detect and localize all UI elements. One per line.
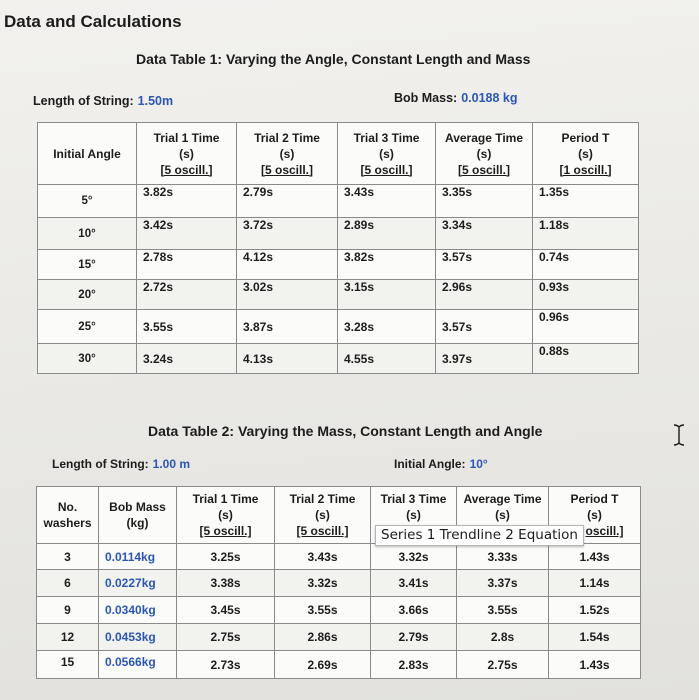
mass-cell: 0.0227kg [99, 570, 177, 597]
trial3-cell: 3.15s [338, 280, 436, 310]
period-cell: 0.74s [533, 250, 639, 280]
trial1-cell: 2.73s [177, 651, 275, 679]
angle-cell: 15° [38, 250, 137, 280]
table1-length [33, 94, 173, 108]
trial1-cell: 3.42s [137, 218, 237, 250]
table2-length-value: 1.00 m [152, 457, 191, 471]
table2-header-trial2: Trial 2 Time (s) [5 oscill.] [275, 487, 371, 544]
chart-element-tooltip: Series 1 Trendline 2 Equation [375, 525, 584, 546]
average-cell: 3.57s [436, 310, 533, 344]
period-cell: 1.14s [549, 570, 641, 597]
trial1-cell: 2.72s [137, 280, 237, 310]
trial2-cell: 3.43s [275, 544, 371, 570]
table1-header-period: Period T (s) [1 oscill.] [533, 123, 639, 185]
washers-cell: 3 [37, 544, 99, 570]
table-row [38, 250, 639, 280]
table2-angle-label: Initial Angle: [394, 457, 466, 471]
table2-angle-value: 10° [469, 457, 488, 471]
period-cell: 0.93s [533, 280, 639, 310]
table1-mass-value: 0.0188 kg [461, 91, 518, 105]
trial1-cell: 2.78s [137, 250, 237, 280]
trial2-cell: 3.02s [237, 280, 338, 310]
table2-length-label: Length of String: [52, 457, 149, 471]
trial2-cell: 2.69s [275, 651, 371, 679]
average-cell: 3.37s [457, 570, 549, 597]
angle-cell: 20° [38, 280, 137, 310]
period-cell: 1.43s [549, 651, 641, 679]
table1-length-label: Length of String: [33, 94, 134, 108]
trial2-cell: 3.72s [237, 218, 338, 250]
angle-cell: 30° [38, 344, 137, 374]
washers-cell: 6 [37, 570, 99, 597]
average-cell: 2.75s [457, 651, 549, 679]
trial3-cell: 3.82s [338, 250, 436, 280]
angle-cell: 10° [38, 218, 137, 250]
trial2-cell: 3.32s [275, 570, 371, 597]
table1-mass-label: Bob Mass: [394, 91, 458, 105]
trial3-cell: 3.43s [338, 185, 436, 218]
trial3-cell: 3.41s [371, 570, 457, 597]
period-cell: 0.88s [533, 344, 639, 374]
trial1-cell: 3.25s [177, 544, 275, 570]
table-row [38, 185, 639, 218]
table1-caption: Data Table 1: Varying the Angle, Constant Length and Mass [136, 51, 531, 67]
trial1-cell: 3.82s [137, 185, 237, 218]
trial3-cell: 2.79s [371, 624, 457, 651]
trial3-cell: 3.28s [338, 310, 436, 344]
table1-header-angle: Initial Angle [38, 123, 137, 185]
table2-angle [394, 457, 488, 471]
average-cell: 2.8s [457, 624, 549, 651]
trial2-cell: 4.13s [237, 344, 338, 374]
mass-cell: 0.0340kg [99, 597, 177, 624]
period-cell: 1.18s [533, 218, 639, 250]
trial1-cell: 3.55s [137, 310, 237, 344]
table-row [37, 544, 641, 570]
table2-header-period: Period T (s) oscill.] [549, 487, 641, 544]
trial2-cell: 3.55s [275, 597, 371, 624]
trial2-cell: 2.79s [237, 185, 338, 218]
trial1-cell: 3.45s [177, 597, 275, 624]
mass-cell: 0.0566kg [99, 651, 177, 679]
table2-caption: Data Table 2: Varying the Mass, Constant Length and Angle [148, 423, 543, 439]
washers-cell: 15 [37, 651, 99, 679]
period-cell: 1.43s [549, 544, 641, 570]
trial2-cell: 2.86s [275, 624, 371, 651]
table2-header-average: Average Time (s) [457, 487, 549, 544]
trial2-cell: 4.12s [237, 250, 338, 280]
table2-header-mass: Bob Mass (kg) [99, 487, 177, 544]
table1-length-value: 1.50m [137, 94, 174, 108]
trial3-cell: 4.55s [338, 344, 436, 374]
mass-cell: 0.0114kg [99, 544, 177, 570]
average-cell: 3.97s [436, 344, 533, 374]
trial1-cell: 2.75s [177, 624, 275, 651]
table1-header-trial3: Trial 3 Time (s) [5 oscill.] [338, 123, 436, 185]
text-cursor-icon [672, 424, 686, 446]
average-cell: 3.33s [457, 544, 549, 570]
average-cell: 3.55s [457, 597, 549, 624]
period-cell: 1.35s [533, 185, 639, 218]
table2-header-washers: No. washers [37, 487, 99, 544]
table1-header-average: Average Time (s) [5 oscill.] [436, 123, 533, 185]
trial3-cell: 2.89s [338, 218, 436, 250]
trial2-cell: 3.87s [237, 310, 338, 344]
table1-header-trial2: Trial 2 Time (s) [5 oscill.] [237, 123, 338, 185]
trial1-cell: 3.38s [177, 570, 275, 597]
mass-cell: 0.0453kg [99, 624, 177, 651]
page-heading: Data and Calculations [4, 12, 182, 31]
average-cell: 3.57s [436, 250, 533, 280]
table2-header-trial1: Trial 1 Time (s) [5 oscill.] [177, 487, 275, 544]
trial3-cell: 2.83s [371, 651, 457, 679]
table2-header-trial3: Trial 3 Time (s) [371, 487, 457, 544]
period-cell: 1.54s [549, 624, 641, 651]
table-row [37, 570, 641, 597]
table-row [37, 651, 641, 679]
table-row [38, 344, 639, 374]
angle-cell: 5° [38, 185, 137, 218]
data-table-2 [36, 486, 641, 679]
washers-cell: 12 [37, 624, 99, 651]
table1-mass [394, 91, 518, 105]
trial3-cell: 3.32s [371, 544, 457, 570]
average-cell: 3.35s [436, 185, 533, 218]
table1-header-row [38, 123, 639, 185]
average-cell: 3.34s [436, 218, 533, 250]
table1-header-trial1: Trial 1 Time (s) [5 oscill.] [137, 123, 237, 185]
period-cell: 0.96s [533, 310, 639, 344]
table-row [37, 597, 641, 624]
trial1-cell: 3.24s [137, 344, 237, 374]
table-row [38, 218, 639, 250]
angle-cell: 25° [38, 310, 137, 344]
period-cell: 1.52s [549, 597, 641, 624]
average-cell: 2.96s [436, 280, 533, 310]
table-row [38, 280, 639, 310]
table-row [37, 624, 641, 651]
data-table-1 [37, 122, 639, 374]
table-row [38, 310, 639, 344]
table2-length [52, 457, 190, 471]
trial3-cell: 3.66s [371, 597, 457, 624]
washers-cell: 9 [37, 597, 99, 624]
